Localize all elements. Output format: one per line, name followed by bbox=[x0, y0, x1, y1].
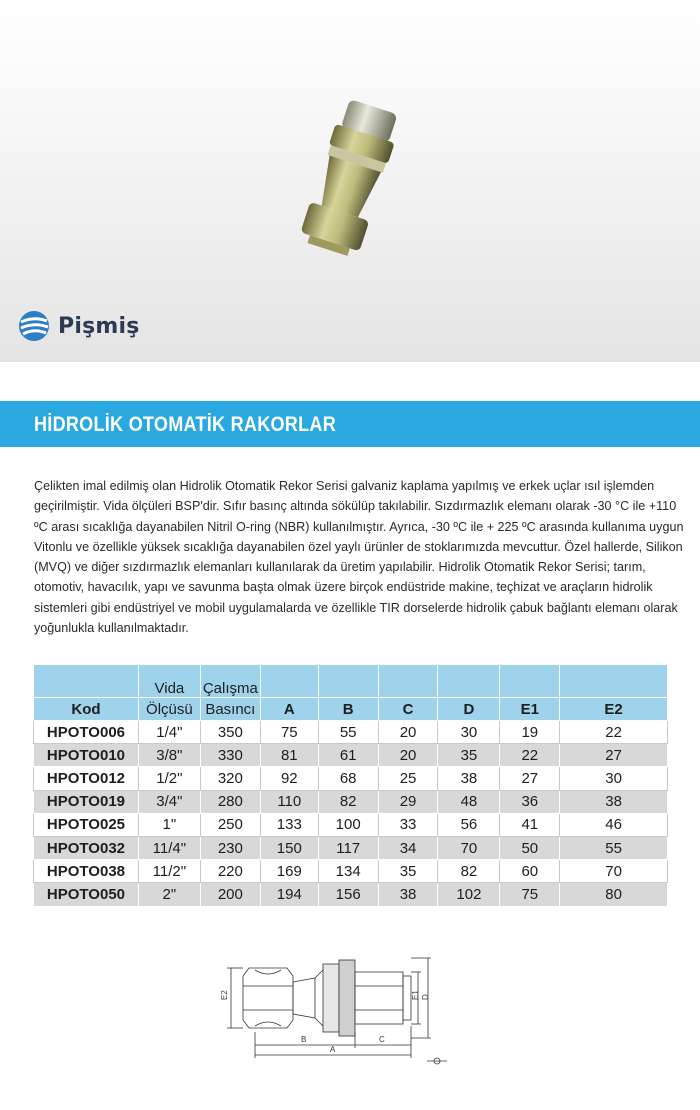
table-row bbox=[34, 721, 668, 744]
product-description: Çelikten imal edilmiş olan Hidrolik Otomatik Rekor Serisi galvaniz kaplama yapılmış ve erkek uçlar ısıl işlemden geçirilmiştir. Vida ölçüleri BSP'dir. Sıfır basınç altında sökülüp takılabilir. Sızdırmazlık elemanı olarak -30 °C ile +110 ºC arası sıcaklığa dayanabilen Nitril O-ring (NBR) kullanılmıştır. Ayrıca, -30 ºC ile + 225 ºC arasında kullanıma uygun Vitonlu ve özellikle yüksek sıcaklığa dayanabilen özel yaylı ürünler de stoklarımızda mevcuttur. Özel hallerde, Silikon (MVQ) ve diğer sızdırmazlık elemanları kullanılarak da üretim yapılabilir. Hidrolik Otomatik Rekor Serisi; tarım, otomotiv, havacılık, yapı ve savunma başta olmak üzere birçok endüstride makine, teçhizat ve araçların hidrolik sistemleri gibi endüstriyel ve mobil uygulamalarda ve özellikle TIR dorselerde hidrolik çabuk bağlantı elemanı olarak yoğunlukla kullanılmaktadır. bbox=[34, 479, 684, 636]
technical-drawing bbox=[215, 948, 465, 1068]
table-cell: 29 bbox=[378, 790, 438, 813]
table-cell: 110 bbox=[260, 790, 318, 813]
coupling-photo bbox=[295, 95, 405, 265]
table-cell: 35 bbox=[438, 744, 500, 767]
table-cell: 61 bbox=[318, 744, 378, 767]
table-header-bottom bbox=[34, 698, 668, 721]
table-cell: 330 bbox=[200, 744, 260, 767]
table-cell: 20 bbox=[378, 744, 438, 767]
table-row bbox=[34, 744, 668, 767]
table-cell: 200 bbox=[200, 883, 260, 906]
table-cell: 11/4" bbox=[138, 836, 200, 859]
header-cell: C bbox=[378, 698, 438, 721]
table-cell: 46 bbox=[560, 813, 668, 836]
table-row bbox=[34, 883, 668, 906]
table-cell: 55 bbox=[318, 721, 378, 744]
dim-label-a: A bbox=[330, 1045, 336, 1054]
table-cell: 30 bbox=[438, 721, 500, 744]
dim-label-c: C bbox=[379, 1035, 385, 1044]
header-cell: Basıncı bbox=[200, 698, 260, 721]
table-cell: 75 bbox=[500, 883, 560, 906]
table-cell: 34 bbox=[378, 836, 438, 859]
dim-label-d: D bbox=[421, 994, 430, 1000]
title-banner bbox=[0, 401, 700, 447]
header-cell: Ölçüsü bbox=[138, 698, 200, 721]
table-row bbox=[34, 813, 668, 836]
table-row bbox=[34, 767, 668, 790]
table-cell: 60 bbox=[500, 860, 560, 883]
table-cell: 38 bbox=[378, 883, 438, 906]
table-cell: 50 bbox=[500, 836, 560, 859]
table-cell: 48 bbox=[438, 790, 500, 813]
header-cell: D bbox=[438, 698, 500, 721]
brand-name: Pişmiş bbox=[58, 313, 140, 339]
brand-logo bbox=[18, 310, 140, 342]
table-cell: 19 bbox=[500, 721, 560, 744]
table-cell: 81 bbox=[260, 744, 318, 767]
page-title: HİDROLİK OTOMATİK RAKORLAR bbox=[34, 413, 337, 436]
table-cell: 70 bbox=[438, 836, 500, 859]
table-cell: 133 bbox=[260, 813, 318, 836]
table-cell: 38 bbox=[560, 790, 668, 813]
table-cell: 25 bbox=[378, 767, 438, 790]
spec-table bbox=[33, 664, 668, 907]
table-cell: 38 bbox=[438, 767, 500, 790]
table-cell: 56 bbox=[438, 813, 500, 836]
table-cell: 230 bbox=[200, 836, 260, 859]
table-cell: 1" bbox=[138, 813, 200, 836]
table-cell: 350 bbox=[200, 721, 260, 744]
table-cell: 220 bbox=[200, 860, 260, 883]
table-cell: 320 bbox=[200, 767, 260, 790]
table-cell: 117 bbox=[318, 836, 378, 859]
table-cell: 33 bbox=[378, 813, 438, 836]
header-cell: B bbox=[318, 698, 378, 721]
table-cell: 100 bbox=[318, 813, 378, 836]
table-cell: 35 bbox=[378, 860, 438, 883]
table-cell: 150 bbox=[260, 836, 318, 859]
table-cell: 169 bbox=[260, 860, 318, 883]
header-cell: E1 bbox=[500, 698, 560, 721]
table-cell: 280 bbox=[200, 790, 260, 813]
header-cell bbox=[378, 665, 438, 698]
table-header-top bbox=[34, 665, 668, 698]
table-cell: 2" bbox=[138, 883, 200, 906]
header-cell: E2 bbox=[560, 698, 668, 721]
table-cell: 55 bbox=[560, 836, 668, 859]
table-cell: HPOTO038 bbox=[34, 860, 139, 883]
header-cell: A bbox=[260, 698, 318, 721]
table-cell: 82 bbox=[318, 790, 378, 813]
dim-label-e2: E2 bbox=[220, 990, 229, 1000]
table-cell: 156 bbox=[318, 883, 378, 906]
table-cell: 68 bbox=[318, 767, 378, 790]
table-cell: 41 bbox=[500, 813, 560, 836]
table-cell: 80 bbox=[560, 883, 668, 906]
table-cell: HPOTO019 bbox=[34, 790, 139, 813]
table-row bbox=[34, 860, 668, 883]
table-cell: 20 bbox=[378, 721, 438, 744]
table-cell: 11/2" bbox=[138, 860, 200, 883]
table-cell: 102 bbox=[438, 883, 500, 906]
table-cell: HPOTO012 bbox=[34, 767, 139, 790]
table-cell: HPOTO025 bbox=[34, 813, 139, 836]
table-cell: HPOTO050 bbox=[34, 883, 139, 906]
header-cell bbox=[260, 665, 318, 698]
table-cell: HPOTO006 bbox=[34, 721, 139, 744]
table-cell: 92 bbox=[260, 767, 318, 790]
header-cell bbox=[34, 665, 139, 698]
table-cell: 27 bbox=[500, 767, 560, 790]
table-cell: HPOTO010 bbox=[34, 744, 139, 767]
brand-logo-icon bbox=[18, 310, 50, 342]
table-cell: 1/4" bbox=[138, 721, 200, 744]
header-cell bbox=[438, 665, 500, 698]
table-row bbox=[34, 836, 668, 859]
header-cell: Kod bbox=[34, 698, 139, 721]
table-cell: 22 bbox=[560, 721, 668, 744]
header-cell bbox=[560, 665, 668, 698]
table-cell: 70 bbox=[560, 860, 668, 883]
table-cell: 250 bbox=[200, 813, 260, 836]
header-cell bbox=[318, 665, 378, 698]
table-cell: HPOTO032 bbox=[34, 836, 139, 859]
table-cell: 27 bbox=[560, 744, 668, 767]
dim-label-b: B bbox=[301, 1035, 307, 1044]
table-cell: 134 bbox=[318, 860, 378, 883]
table-cell: 30 bbox=[560, 767, 668, 790]
header-cell: Çalışma bbox=[200, 665, 260, 698]
table-cell: 82 bbox=[438, 860, 500, 883]
table-cell: 1/2" bbox=[138, 767, 200, 790]
table-cell: 194 bbox=[260, 883, 318, 906]
dim-label-e1: E1 bbox=[411, 990, 420, 1000]
table-cell: 75 bbox=[260, 721, 318, 744]
header-cell: Vida bbox=[138, 665, 200, 698]
table-cell: 22 bbox=[500, 744, 560, 767]
table-cell: 36 bbox=[500, 790, 560, 813]
table-cell: 3/8" bbox=[138, 744, 200, 767]
header-cell bbox=[500, 665, 560, 698]
table-row bbox=[34, 790, 668, 813]
table-cell: 3/4" bbox=[138, 790, 200, 813]
hero-section bbox=[0, 0, 700, 362]
